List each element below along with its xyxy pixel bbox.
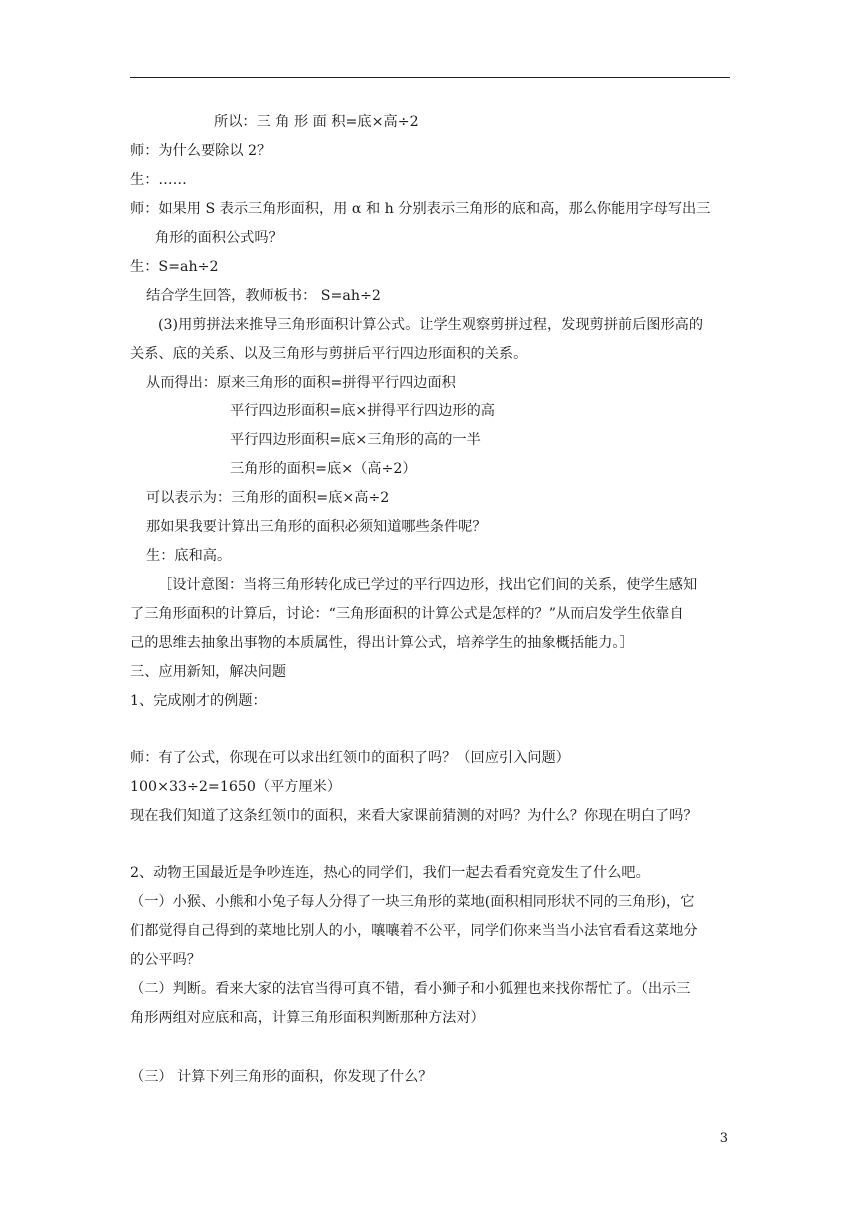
text-line: 平行四边形面积=底×拼得平行四边形的高 bbox=[230, 403, 495, 419]
text-line: 生：…… bbox=[130, 172, 187, 188]
text-line: 角形两组对应底和高，计算三角形面积判断那种方法对） bbox=[130, 1010, 485, 1026]
text-line: （三） 计算下列三角形的面积，你发现了什么？ bbox=[130, 1069, 433, 1085]
text-line: 了三角形面积的计算后，讨论：“三角形面积的计算公式是怎样的？”从而启发学生依靠自 bbox=[130, 606, 684, 622]
text-line: 己的思维去抽象出事物的本质属性，得出计算公式，培养学生的抽象概括能力。］ bbox=[130, 635, 634, 651]
text-line: （二）判断。看来大家的法官当得可真不错，看小狮子和小狐狸也来找你帮忙了。（出示三 bbox=[130, 981, 691, 997]
text-line: 结合学生回答，教师板书： S=ah÷2 bbox=[146, 288, 381, 304]
text-line: 那如果我要计算出三角形的面积必须知道哪些条件呢？ bbox=[146, 519, 487, 535]
text-line: 生：底和高。 bbox=[146, 548, 232, 564]
text-line: 可以表示为：三角形的面积=底×高÷2 bbox=[146, 490, 390, 506]
text-line: ［设计意图：当将三角形转化成已学过的平行四边形，找出它们间的关系，使学生感知 bbox=[158, 577, 698, 593]
text-line: （一）小猴、小熊和小兔子每人分得了一块三角形的菜地(面积相同形状不同的三角形)，它 bbox=[130, 894, 695, 910]
page-number: 3 bbox=[719, 1131, 728, 1146]
text-line: 师：有了公式，你现在可以求出红领巾的面积了吗？（回应引入问题） bbox=[130, 750, 570, 766]
text-line: 角形的面积公式吗？ bbox=[155, 230, 283, 246]
text-line: 关系、底的关系、以及三角形与剪拼后平行四边形面积的关系。 bbox=[130, 346, 528, 362]
text-line: 三角形的面积=底×（高÷2） bbox=[230, 461, 417, 477]
text-line: 们都觉得自己得到的菜地比别人的小，嚷嚷着不公平，同学们你来当当小法官看看这菜地分 bbox=[130, 923, 698, 939]
text-line: 现在我们知道了这条红领巾的面积，来看大家课前猜测的对吗？为什么？你现在明白了吗？ bbox=[130, 808, 698, 824]
section-heading: 三、应用新知，解决问题 bbox=[130, 664, 287, 680]
text-line: (3)用剪拼法来推导三角形面积计算公式。让学生观察剪拼过程，发现剪拼前后图形高的 bbox=[158, 317, 704, 333]
text-line: 所以：三 角 形 面 积=底×高÷2 bbox=[214, 114, 419, 130]
text-line: 2、动物王国最近是争吵连连，热心的同学们，我们一起去看看究竟发生了什么吧。 bbox=[130, 865, 650, 881]
text-line: 生：S=ah÷2 bbox=[130, 259, 219, 275]
text-line: 从而得出：原来三角形的面积=拼得平行四边面积 bbox=[146, 375, 456, 391]
text-line: 师：为什么要除以 2？ bbox=[130, 143, 272, 159]
text-line: 师：如果用 S 表示三角形面积，用 α 和 h 分别表示三角形的底和高，那么你能用字母写出三 bbox=[130, 201, 711, 217]
header-rule bbox=[130, 77, 730, 78]
text-line: 1、完成刚才的例题： bbox=[130, 693, 267, 709]
text-line: 100×33÷2=1650（平方厘米） bbox=[130, 779, 342, 795]
text-line: 的公平吗？ bbox=[130, 952, 201, 968]
text-line: 平行四边形面积=底×三角形的高的一半 bbox=[230, 432, 481, 448]
